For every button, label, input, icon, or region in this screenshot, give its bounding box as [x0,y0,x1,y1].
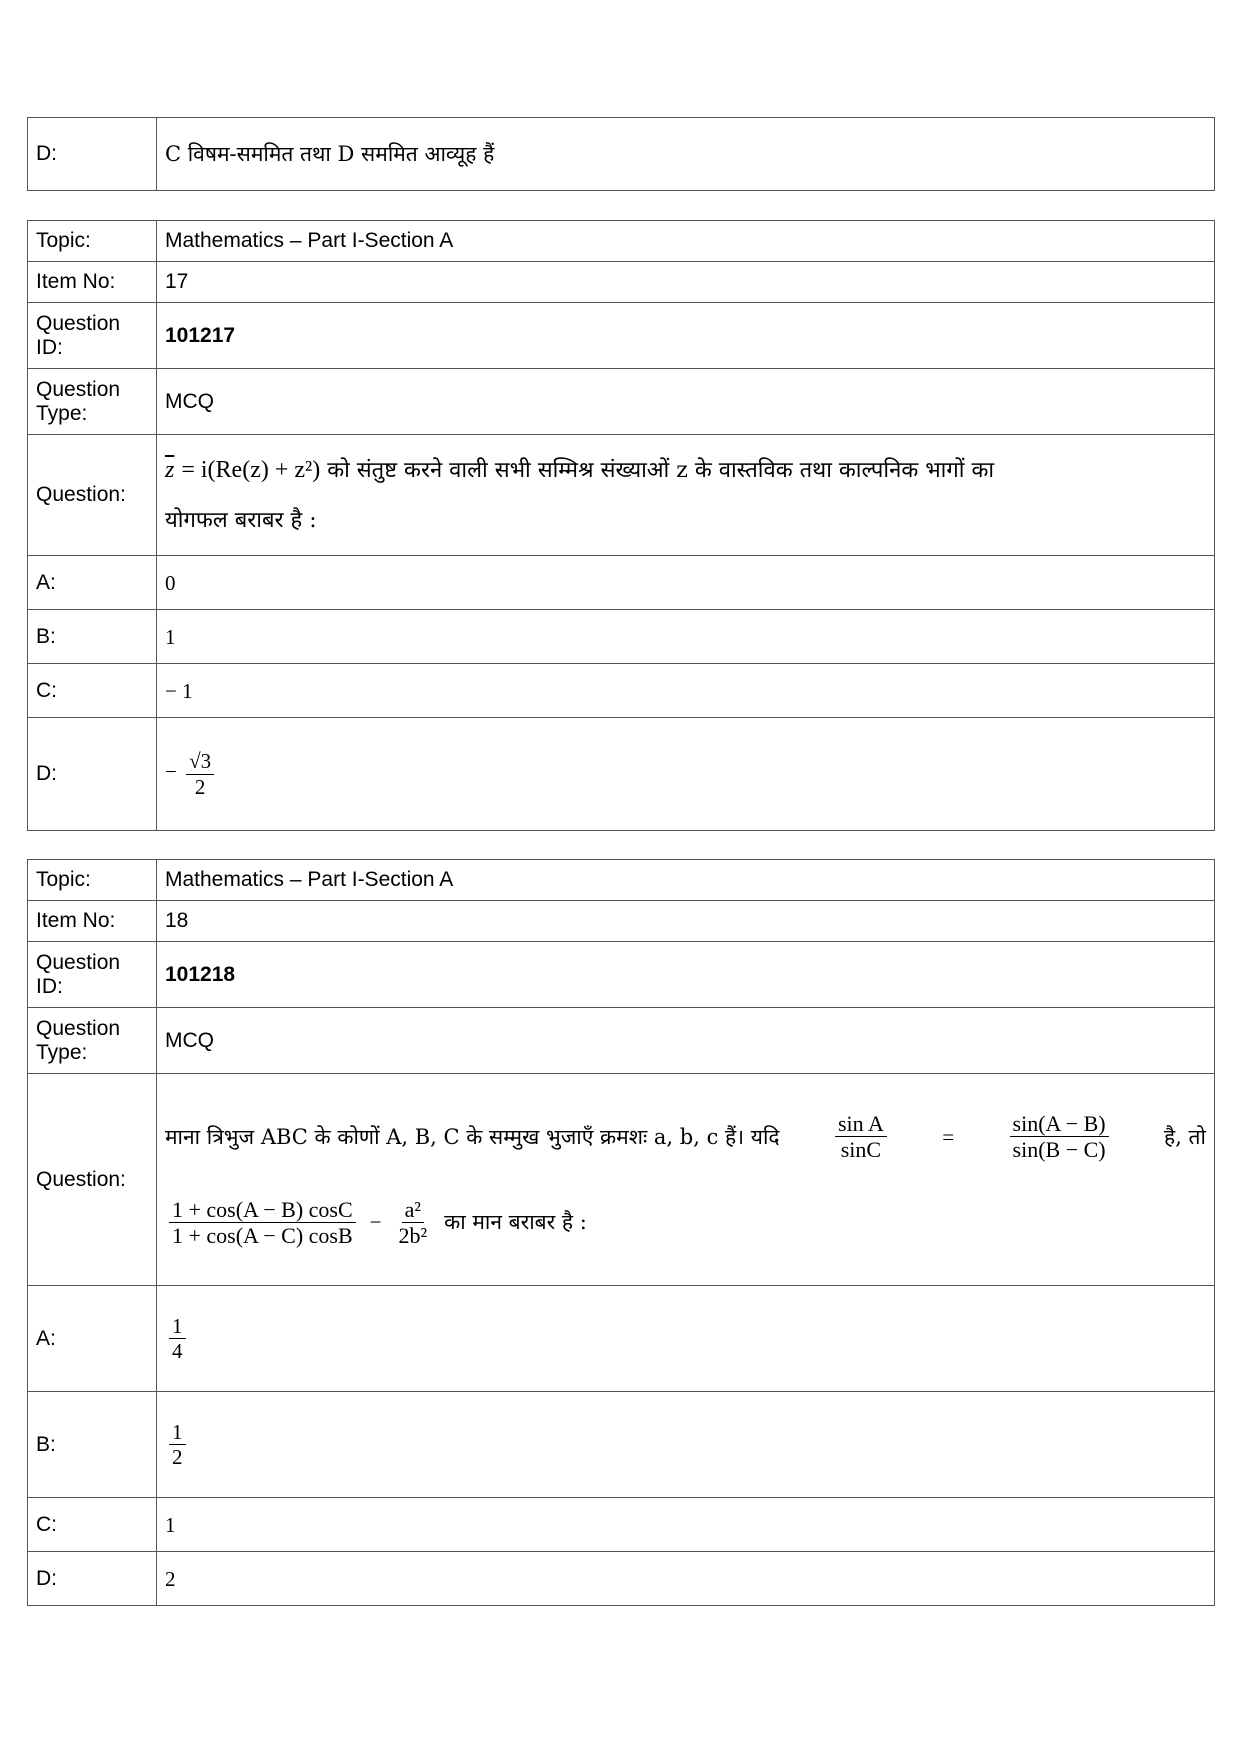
item-no-value: 17 [157,262,1215,303]
question-text [157,1074,1215,1286]
option-d-label: D: [28,118,157,191]
topic-value: Mathematics – Part I-Section A [157,221,1215,262]
minus-sign: − [369,1210,382,1235]
question-text [157,435,1215,556]
fraction-numerator: √3 [186,749,214,774]
option-a-value: 0 [157,556,1215,610]
minus-sign: − [165,759,177,784]
question-text-line-1: माना त्रिभुज ABC के कोणों A, B, C के सम्मुख भुजाएँ क्रमशः a, b, c हैं। यदि [165,1124,780,1149]
fraction-sinA-sinC [835,1111,887,1163]
question-id-value: 101217 [157,303,1215,369]
option-d-label: D: [28,718,157,831]
fraction [186,749,214,798]
fraction-denominator: sinC [840,1137,882,1163]
fraction-denominator: 1 + cos(A − C) cosB [172,1222,353,1248]
fraction-numerator: 1 [169,1420,186,1445]
option-d-value [157,718,1215,831]
question-id-label: Question ID: [28,942,157,1008]
option-c-value: 1 [157,1498,1215,1552]
option-d-value: 2 [157,1552,1215,1606]
question-text-line-2: है, तो [1164,1124,1206,1149]
previous-question-table [27,117,1215,191]
fraction-denominator: 4 [172,1339,183,1363]
fraction [169,1314,186,1363]
z-conjugate: $\overline{z}$ [165,456,175,483]
fraction-denominator: 2 [172,1445,183,1469]
question-label: Question: [28,435,157,556]
fraction-a2-2b2 [395,1197,430,1249]
option-d-value: C विषम-सममित तथा D सममित आव्यूह हैं [157,118,1215,191]
option-c-label: C: [28,1498,157,1552]
fraction-denominator: 2b² [398,1222,428,1248]
fraction-denominator: sin(B − C) [1012,1137,1106,1163]
option-b-value [157,1392,1215,1498]
topic-label: Topic: [28,860,157,901]
fraction-numerator: sin A [835,1111,887,1137]
question-text-line-3: का मान बराबर है : [444,1210,587,1235]
question-id-label: Question ID: [28,303,157,369]
item-no-label: Item No: [28,901,157,942]
question-type-label: Question Type: [28,1008,157,1074]
option-b-label: B: [28,1392,157,1498]
fraction-sin-diff [1010,1111,1109,1163]
option-b-value: 1 [157,610,1215,664]
fraction-denominator: 2 [194,774,206,799]
topic-label: Topic: [28,221,157,262]
question-label: Question: [28,1074,157,1286]
question-type-value: MCQ [157,1008,1215,1074]
option-a-value [157,1286,1215,1392]
question-text-line-2: योगफल बराबर है : [165,507,317,533]
option-a-label: A: [28,556,157,610]
topic-value: Mathematics – Part I-Section A [157,860,1215,901]
fraction [169,1420,186,1469]
fraction-numerator: 1 [169,1314,186,1339]
equals-sign: = [942,1124,955,1149]
item-no-value: 18 [157,901,1215,942]
option-c-label: C: [28,664,157,718]
option-a-label: A: [28,1286,157,1392]
option-d-label: D: [28,1552,157,1606]
fraction-numerator: sin(A − B) [1010,1111,1109,1137]
option-b-label: B: [28,610,157,664]
question-type-label: Question Type: [28,369,157,435]
fraction-numerator: 1 + cos(A − B) cosC [169,1197,356,1223]
question-17-table [27,220,1215,831]
equation-rhs: = i(Re(z) + z²) [181,456,321,483]
question-text-line-1: को संतुष्ट करने वाली सभी सम्मिश्र संख्याओं z के वास्तविक तथा काल्पनिक भागों का [327,457,995,483]
fraction-numerator: a² [402,1197,424,1223]
question-type-value: MCQ [157,369,1215,435]
option-c-value: − 1 [157,664,1215,718]
item-no-label: Item No: [28,262,157,303]
question-id-value: 101218 [157,942,1215,1008]
question-18-table [27,859,1215,1606]
fraction-cos-expression [169,1197,356,1249]
